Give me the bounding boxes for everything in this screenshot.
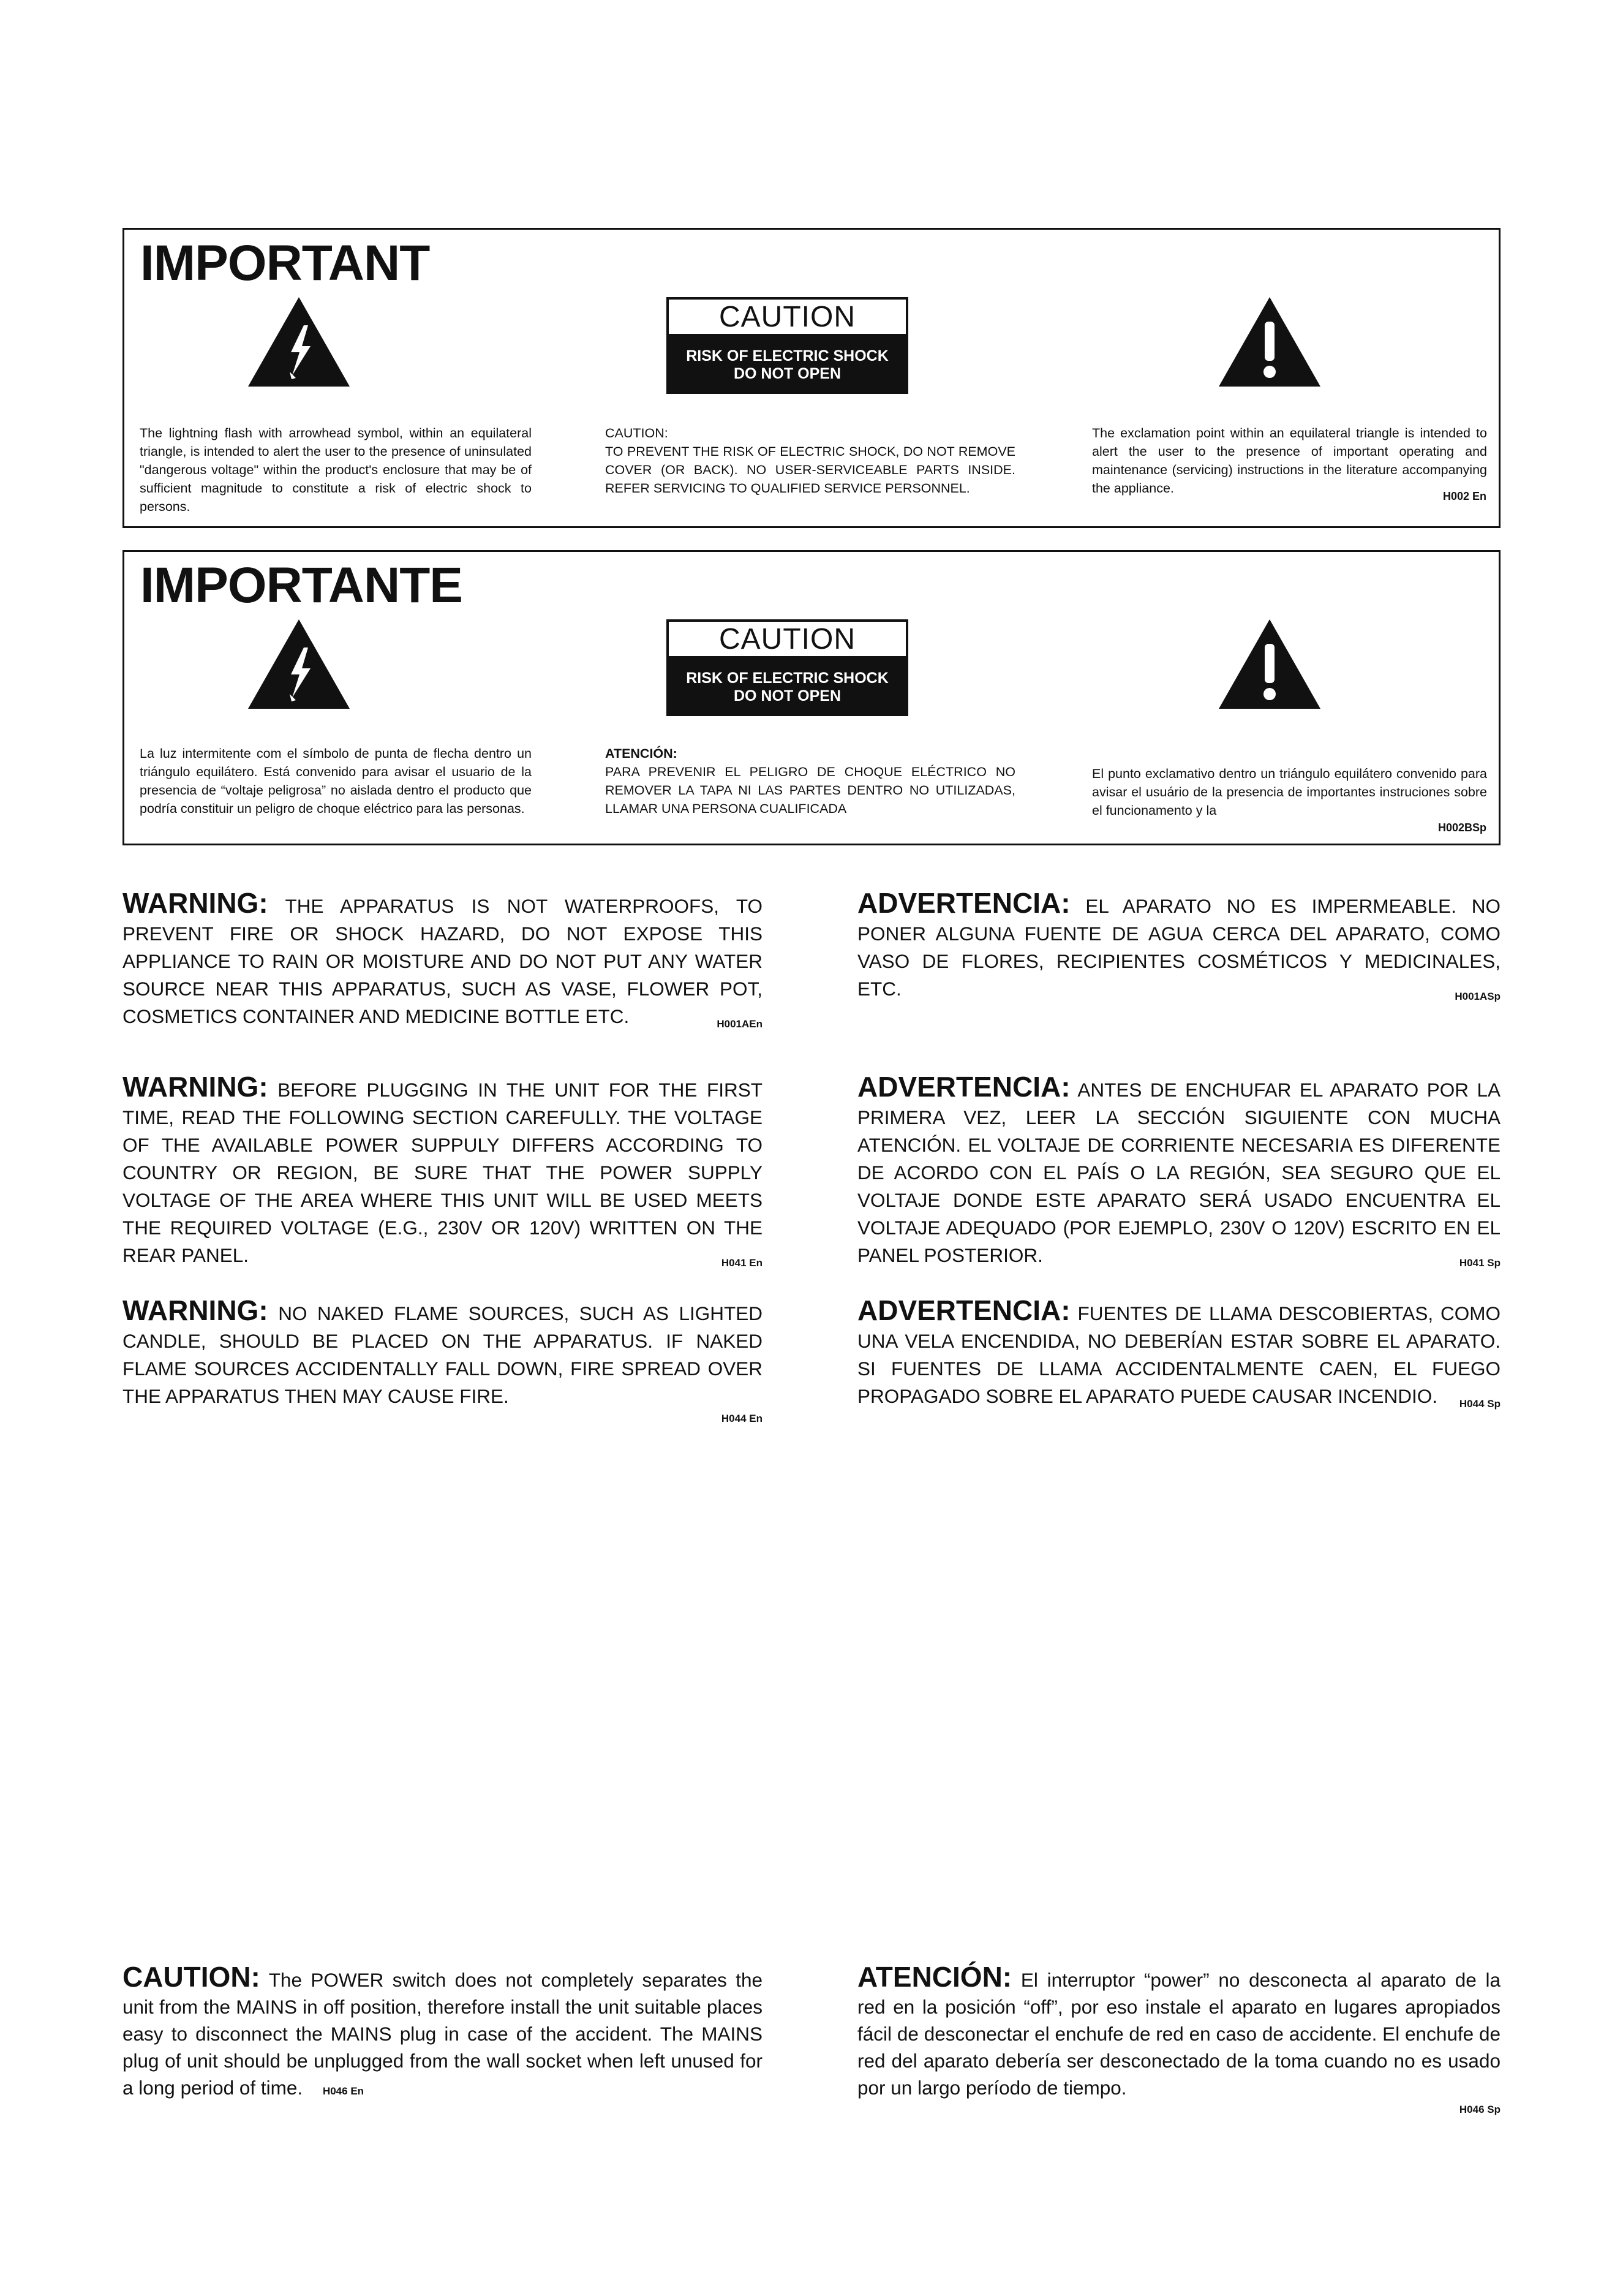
warning-lead: WARNING:	[122, 887, 268, 919]
caution-description-lead: CAUTION:	[605, 425, 668, 440]
risk-line-1: RISK OF ELECTRIC SHOCK	[686, 347, 889, 364]
warning-lead: ADVERTENCIA:	[857, 887, 1071, 919]
warning-lead: WARNING:	[122, 1071, 268, 1103]
warning-flame-sp	[857, 1294, 1501, 1418]
warning-text: FUENTES DE LLAMA DESCOBIERTAS, COMO UNA VELA ENCENDIDA, NO DEBERÍAN ESTAR SOBRE EL APARATO. SI FUENTES DE LLAMA ACCIDENTALMENTE CAEN, EL FUEGO PROPAGADO SOBRE EL APARATO PUEDE CAUSAR INCENDIO.	[857, 1302, 1501, 1407]
caution-label: CAUTION	[666, 297, 908, 336]
warning-code: H001AEn	[717, 1018, 763, 1030]
warning-code: H044 En	[721, 1413, 763, 1424]
warning-code: H041 En	[721, 1257, 763, 1269]
caution-code: H046 Sp	[1459, 2104, 1501, 2115]
importante-title: IMPORTANTE	[140, 557, 463, 613]
warning-code: H041 Sp	[1459, 1257, 1501, 1269]
important-box-en	[122, 228, 1501, 528]
exclamation-warning-icon	[1218, 618, 1322, 710]
risk-label	[666, 659, 908, 716]
section-code: H002BSp	[1437, 821, 1486, 834]
important-box-sp	[122, 550, 1501, 845]
warning-lead: ADVERTENCIA:	[857, 1294, 1071, 1326]
warning-voltage-sp	[857, 1073, 1501, 1277]
caution-description	[605, 424, 1015, 497]
caution-power-sp	[857, 1963, 1501, 2118]
warning-code: H001ASp	[1455, 991, 1501, 1002]
warning-voltage-en	[122, 1073, 763, 1277]
caution-description-text: TO PREVENT THE RISK OF ELECTRIC SHOCK, DO NOT REMOVE COVER (OR BACK). NO USER-SERVICEABLE PARTS INSIDE. REFER SERVICING TO QUALIFIED SERVICE PERSONNEL.	[605, 444, 1015, 496]
caution-label: CAUTION	[666, 619, 908, 659]
lightning-description: The lightning flash with arrowhead symbol, within an equilateral triangle, is intended to alert the user to the presence of uninsulated "dangerous voltage" within the product's enclosure that may be of sufficient magnitude to constitute a risk of electric shock to persons.	[140, 425, 532, 514]
caution-code: H046 En	[322, 2085, 364, 2097]
caution-text: The POWER switch does not completely separates the unit from the MAINS in off position, therefore install the unit suitable places easy to disconnect the MAINS plug in case of the accident. The MAINS plug of unit should be unplugged from the wall socket when left unused for a long period of time.	[122, 1969, 763, 2099]
caution-lead: ATENCIÓN:	[857, 1961, 1012, 1993]
caution-lead: CAUTION:	[122, 1961, 260, 1993]
caution-text: El interruptor “power” no desconecta al aparato de la red en la posición “off”, por eso instale el aparato en lugares apropiados fácil de desconectar el enchufe de red en caso de accidente. El enchufe de red del aparato debería ser desconectado de la toma cuando no es usado por un largo período de tiempo.	[857, 1969, 1501, 2099]
warning-lead: ADVERTENCIA:	[857, 1071, 1071, 1103]
lightning-warning-icon	[247, 296, 351, 388]
important-title: IMPORTANT	[140, 235, 430, 291]
caution-label-box	[666, 619, 908, 717]
risk-label	[666, 336, 908, 394]
exclamation-description: El punto exclamativo dentro un triángulo equilátero convenido para avisar el usuário de la presencia de importantes instruciones sobre el funcionamento y la	[1092, 766, 1487, 818]
warning-lead: WARNING:	[122, 1294, 268, 1326]
warning-code: H044 Sp	[1459, 1398, 1501, 1410]
caution-description-lead: ATENCIÓN:	[605, 746, 677, 761]
lightning-description: La luz intermitente com el símbolo de punta de flecha dentro un triángulo equilátero. Está convenido para avisar el usuario de la presencia de “voltaje peligrosa” no aislada dentro el producto que podría constituir un peligro de choque eléctrico para las personas.	[140, 746, 532, 816]
warning-text: EL APARATO NO ES IMPERMEABLE. NO PONER ALGUNA FUENTE DE AGUA CERCA DEL APARATO, COMO VASO DE FLORES, RECIPIENTES COSMÉTICOS Y MEDICINALES, ETC.	[857, 895, 1501, 1000]
caution-description	[605, 744, 1015, 818]
caution-power-en	[122, 1963, 763, 2105]
lightning-warning-icon	[247, 618, 351, 710]
risk-line-2: DO NOT OPEN	[733, 365, 841, 382]
risk-line-1: RISK OF ELECTRIC SHOCK	[686, 669, 889, 687]
warning-text: BEFORE PLUGGING IN THE UNIT FOR THE FIRST TIME, READ THE FOLLOWING SECTION CAREFULLY. THE VOLTAGE OF THE AVAILABLE POWER SUPPULY DIFFERS ACCORDING TO COUNTRY OR REGION, BE SURE THAT THE POWER SUPPLY VOLTAGE OF THE AREA WHERE THIS UNIT WILL BE USED MEETS THE REQUIRED VOLTAGE (E.G., 230V OR 120V) WRITTEN ON THE REAR PANEL.	[122, 1079, 763, 1266]
warning-flame-en	[122, 1294, 763, 1427]
warning-text: ANTES DE ENCHUFAR EL APARATO POR LA PRIMERA VEZ, LEER LA SECCIÓN SIGUIENTE CON MUCHA ATENCIÓN. EL VOLTAJE DE CORRIENTE NECESARIA ES DIFERENTE DE ACORDO CON EL PAÍS O LA REGIÓN, SEA SEGURO QUE EL VOLTAJE DONDE ESTE APARATO SERÁ USADO ENCUENTRA EL VOLTAJE ADEQUADO (POR EJEMPLO, 230V O 120V) ESCRITO EN EL PANEL POSTERIOR.	[857, 1079, 1501, 1266]
warning-text: NO NAKED FLAME SOURCES, SUCH AS LIGHTED CANDLE, SHOULD BE PLACED ON THE APPARATUS. IF NAKED FLAME SOURCES ACCIDENTALLY FALL DOWN, FIRE SPREAD OVER THE APPARATUS THEN MAY CAUSE FIRE.	[122, 1302, 763, 1407]
warning-waterproof-en	[122, 889, 763, 1038]
exclamation-warning-icon	[1218, 296, 1322, 388]
section-code: H002 En	[1442, 490, 1486, 502]
exclamation-description: The exclamation point within an equilateral triangle is intended to alert the user to the presence of important operating and maintenance (servicing) instructions in the literature accompanying the appliance.	[1092, 425, 1487, 496]
caution-label-box	[666, 297, 908, 395]
caution-description-text: PARA PREVENIR EL PELIGRO DE CHOQUE ELÉCTRICO NO REMOVER LA TAPA NI LAS PARTES DENTRO NO UTILIZADAS, LLAMAR UNA PERSONA CUALIFICADA	[605, 764, 1015, 816]
risk-line-2: DO NOT OPEN	[733, 687, 841, 704]
warning-text: THE APPARATUS IS NOT WATERPROOFS, TO PREVENT FIRE OR SHOCK HAZARD, DO NOT EXPOSE THIS APPLIANCE TO RAIN OR MOISTURE AND DO NOT PUT ANY WATER SOURCE NEAR THIS APPARATUS, SUCH AS VASE, FLOWER POT, COSMETICS CONTAINER AND MEDICINE BOTTLE ETC.	[122, 895, 763, 1027]
warning-waterproof-sp	[857, 889, 1501, 1010]
